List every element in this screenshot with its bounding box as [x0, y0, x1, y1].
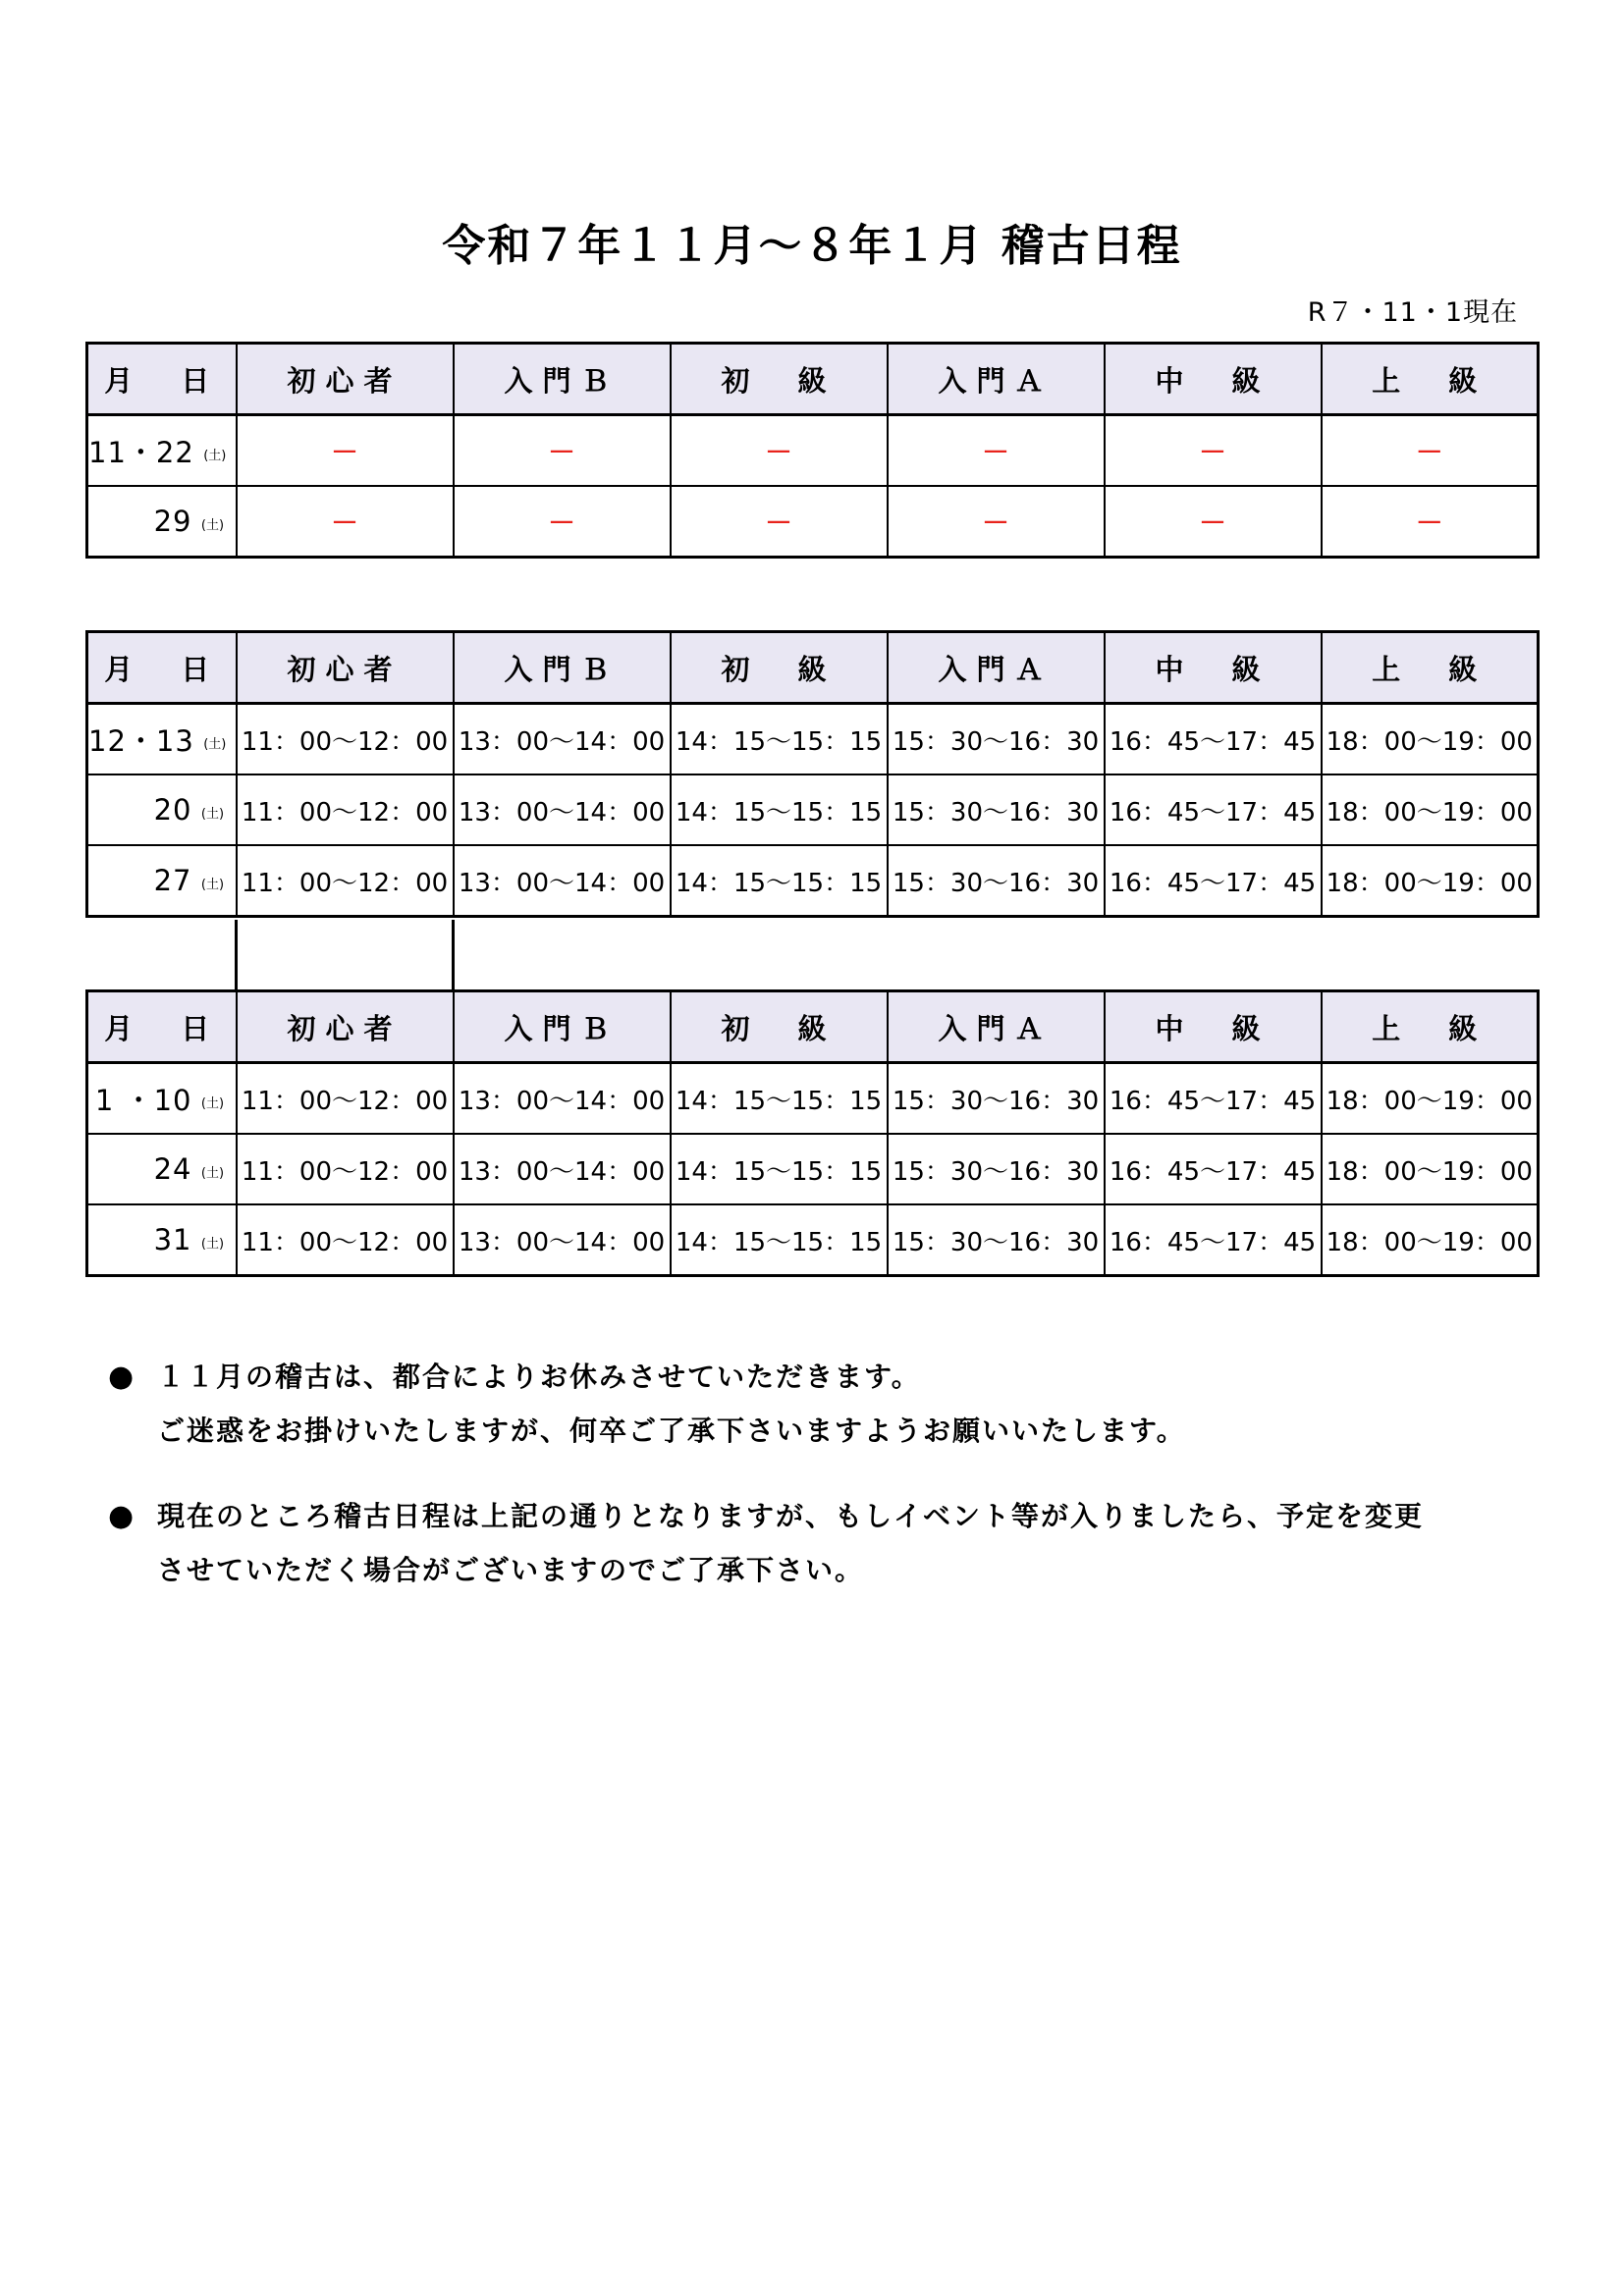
- table-row: [87, 486, 1539, 558]
- date-cell: [87, 774, 237, 845]
- date-label: 11・22: [88, 435, 194, 469]
- header-intro-b: 入門Ｂ: [454, 991, 671, 1063]
- header-intermediate: 中 級: [1105, 991, 1322, 1063]
- closed-cell: －: [671, 486, 888, 558]
- saturday-mark: (土): [200, 1236, 225, 1252]
- closed-cell: －: [1105, 486, 1322, 558]
- date-label: 31: [153, 1223, 192, 1256]
- date-label: 29: [153, 505, 192, 538]
- header-intro-a: 入門Ａ: [888, 991, 1105, 1063]
- as-of-date: R７・11・1現在: [1307, 297, 1518, 328]
- header-beginner: 初心者: [237, 991, 454, 1063]
- time-cell-intro-a: 15：30～16：30: [888, 1063, 1105, 1135]
- header-intro-a: 入門Ａ: [888, 344, 1105, 415]
- header-advanced: 上 級: [1322, 991, 1539, 1063]
- time-cell-intro-b: 13：00～14：00: [454, 774, 671, 845]
- table-header-row: [87, 344, 1539, 415]
- time-cell-intro-a: 15：30～16：30: [888, 704, 1105, 775]
- closed-cell: －: [1105, 415, 1322, 487]
- saturday-mark: (土): [200, 1096, 225, 1111]
- schedule-table-december: [85, 630, 1540, 918]
- time-cell-advanced: 18：00～19：00: [1322, 1134, 1539, 1204]
- table-row: [87, 1063, 1539, 1135]
- closed-cell: －: [888, 486, 1105, 558]
- note-closure: [108, 1350, 1561, 1458]
- date-cell: [87, 486, 237, 558]
- header-intermediate: 中 級: [1105, 344, 1322, 415]
- time-cell-intermediate: 16：45～17：45: [1105, 1204, 1322, 1276]
- date-cell: [87, 845, 237, 917]
- time-cell-beginner: 11：00～12：00: [237, 1134, 454, 1204]
- closed-cell: －: [888, 415, 1105, 487]
- date-label: 1 ・10: [94, 1083, 192, 1117]
- header-intro-b: 入門Ｂ: [454, 344, 671, 415]
- time-cell-intro-b: 13：00～14：00: [454, 1063, 671, 1135]
- connector-line: [235, 920, 238, 990]
- time-cell-intro-b: 13：00～14：00: [454, 1134, 671, 1204]
- time-cell-advanced: 18：00～19：00: [1322, 774, 1539, 845]
- header-elementary: 初 級: [671, 344, 888, 415]
- header-elementary: 初 級: [671, 991, 888, 1063]
- time-cell-elementary: 14：15～15：15: [671, 1204, 888, 1276]
- time-cell-intro-b: 13：00～14：00: [454, 1204, 671, 1276]
- time-cell-intro-a: 15：30～16：30: [888, 845, 1105, 917]
- time-cell-beginner: 11：00～12：00: [237, 1063, 454, 1135]
- note-line: １１月の稽古は、都合によりお休みさせていただきます。: [157, 1361, 921, 1393]
- table-header-row: [87, 991, 1539, 1063]
- table-row: [87, 1134, 1539, 1204]
- table-row: [87, 845, 1539, 917]
- closed-cell: －: [237, 415, 454, 487]
- saturday-mark: (土): [200, 1165, 225, 1181]
- time-cell-intermediate: 16：45～17：45: [1105, 704, 1322, 775]
- note-line: ご迷惑をお掛けいたしますが、何卒ご了承下さいますようお願いいたします。: [157, 1415, 1186, 1447]
- time-cell-elementary: 14：15～15：15: [671, 1063, 888, 1135]
- time-cell-elementary: 14：15～15：15: [671, 1134, 888, 1204]
- table-row: [87, 1204, 1539, 1276]
- time-cell-beginner: 11：00～12：00: [237, 1204, 454, 1276]
- date-cell: [87, 704, 237, 775]
- date-cell: [87, 415, 237, 487]
- time-cell-beginner: 11：00～12：00: [237, 704, 454, 775]
- time-cell-elementary: 14：15～15：15: [671, 774, 888, 845]
- date-cell: [87, 1063, 237, 1135]
- time-cell-elementary: 14：15～15：15: [671, 845, 888, 917]
- time-cell-intermediate: 16：45～17：45: [1105, 845, 1322, 917]
- closed-cell: －: [454, 486, 671, 558]
- header-elementary: 初 級: [671, 632, 888, 704]
- bullet-icon: ●: [108, 1499, 135, 1533]
- date-label: 12・13: [88, 723, 194, 758]
- date-label: 27: [153, 864, 192, 897]
- time-cell-advanced: 18：00～19：00: [1322, 1204, 1539, 1276]
- table-row: [87, 774, 1539, 845]
- bullet-icon: ●: [108, 1360, 135, 1394]
- date-cell: [87, 1134, 237, 1204]
- table-row: [87, 704, 1539, 775]
- schedule-table-november: [85, 342, 1540, 559]
- time-cell-intro-a: 15：30～16：30: [888, 774, 1105, 845]
- table-header-row: [87, 632, 1539, 704]
- time-cell-advanced: 18：00～19：00: [1322, 1063, 1539, 1135]
- time-cell-intermediate: 16：45～17：45: [1105, 774, 1322, 845]
- header-beginner: 初心者: [237, 344, 454, 415]
- time-cell-intermediate: 16：45～17：45: [1105, 1063, 1322, 1135]
- notes-section: [108, 1350, 1561, 1629]
- time-cell-beginner: 11：00～12：00: [237, 845, 454, 917]
- connector-line: [452, 920, 455, 990]
- time-cell-beginner: 11：00～12：00: [237, 774, 454, 845]
- header-date: 月 日: [87, 991, 237, 1063]
- header-date: 月 日: [87, 344, 237, 415]
- closed-cell: －: [671, 415, 888, 487]
- header-intro-a: 入門Ａ: [888, 632, 1105, 704]
- time-cell-intro-a: 15：30～16：30: [888, 1204, 1105, 1276]
- closed-cell: －: [454, 415, 671, 487]
- table-row: [87, 415, 1539, 487]
- date-label: 24: [153, 1152, 192, 1186]
- time-cell-intermediate: 16：45～17：45: [1105, 1134, 1322, 1204]
- header-advanced: 上 級: [1322, 344, 1539, 415]
- time-cell-advanced: 18：00～19：00: [1322, 704, 1539, 775]
- date-cell: [87, 1204, 237, 1276]
- page-title: 令和７年１１月～８年１月 稽古日程: [442, 221, 1182, 271]
- closed-cell: －: [1322, 415, 1539, 487]
- saturday-mark: (土): [203, 449, 227, 463]
- saturday-mark: (土): [203, 737, 227, 752]
- header-date: 月 日: [87, 632, 237, 704]
- date-label: 20: [153, 793, 192, 827]
- header-intermediate: 中 級: [1105, 632, 1322, 704]
- saturday-mark: (土): [200, 806, 225, 822]
- saturday-mark: (土): [200, 517, 225, 533]
- note-line: 現在のところ稽古日程は上記の通りとなりますが、もしイベント等が入りましたら、予定を変更: [157, 1500, 1425, 1532]
- note-schedule-change: [108, 1489, 1561, 1597]
- time-cell-intro-b: 13：00～14：00: [454, 845, 671, 917]
- header-intro-b: 入門Ｂ: [454, 632, 671, 704]
- closed-cell: －: [1322, 486, 1539, 558]
- time-cell-advanced: 18：00～19：00: [1322, 845, 1539, 917]
- time-cell-elementary: 14：15～15：15: [671, 704, 888, 775]
- schedule-table-january: [85, 989, 1540, 1277]
- time-cell-intro-a: 15：30～16：30: [888, 1134, 1105, 1204]
- closed-cell: －: [237, 486, 454, 558]
- header-advanced: 上 級: [1322, 632, 1539, 704]
- saturday-mark: (土): [200, 877, 225, 892]
- header-beginner: 初心者: [237, 632, 454, 704]
- time-cell-intro-b: 13：00～14：00: [454, 704, 671, 775]
- note-line: させていただく場合がございますのでご了承下さい。: [157, 1554, 865, 1586]
